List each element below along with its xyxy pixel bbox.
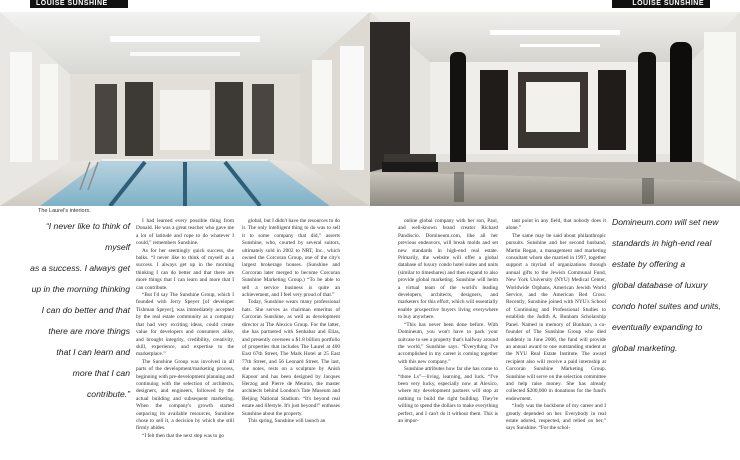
article-paragraph: Sunshine attributes how far she has come to “three Ls”—living, learning, and luck. “I've been very lucky, especially now at Alexico, where my development partners will stop at nothing to build the right building. They're willing to spend the dollars to make everything perfect, and I can't do it without them. This is an impor- [398,366,498,424]
pull-quote-line: up in the morning thinking [31,284,130,294]
pull-quote-line: there are more things [48,326,130,336]
pull-quote-line: more that I can contribute.” [72,368,130,399]
pull-quote-line: “I never like to think of myself [45,221,130,252]
pull-quote-left [30,216,130,405]
pull-quote-line: estate by offering a [612,259,686,269]
lobby-interior-photo [370,12,740,206]
article-paragraph: “This has never been done before. With Domineum, you won't have to pack your suitcase to see a property that's halfway around the world,” Sunshine says. “Everything I've accomplished in my career is coming together with this new company.” [398,321,498,365]
article-paragraph: The same may be said about philanthropic pursuits. Sunshine and her second husband, Martin Regan, a management and marketing consultant whom she married in 1997, together support a myriad of organizations through annual gifts to the Jewish Communal Fund, New York University (NYU) Medical Center, Worldwide Orphans, American Jewish World Service, and the American Red Cross. Recently, Sunshine joined with NYU's School of Continuing and Professional Studies to establish the Judith A. Bunham Scholarship Panel. Named in memory of Bunham, a co-founder of The Sunshine Group who died suddenly in June 2006, the fund will provide an annual award to one outstanding student at the NYU Real Estate Institute. The award recipient also will receive a paid internship at Corcoran Sunshine Marketing Group. Sunshine will serve on the selection committee and help raise money. She has already collected $200,000 in donations for the fund's endowment. [506,232,606,402]
pool-interior-photo [0,12,370,206]
article-paragraph: As for her seemingly quick success, she balks. “I never like to think of myself as a success. I always get up in the morning thinking I can do better and that there are more things that I can learn and more that I can contribute. [136,247,234,291]
header-tab-left: LOUISE SUNSHINE [30,0,128,8]
article-paragraph: I had learned every possible thing from Donald. He was a great teacher who gave me a lot of latitude and rope to do whatever I could,” remembers Sunshine. [136,218,234,247]
article-paragraph: This spring, Sunshine will launch an [248,417,326,424]
pull-quote-line: condo hotel suites and units, [612,301,721,311]
article-column-2 [242,218,340,460]
article-paragraph: online global company with her son, Paul, and well-known brand creator Richard Pandiscio. Domineum.com, like all her previous endeavors, will break molds and set new standards in high-end real estate. Primarily, the website will offer a global database of luxury condo hotel suites and units (similar to timeshares) and then expand to also provide global marketing. Sunshine will helm a virtual team of the world's leading developers, architects, designers, and marketers for this effort, which will essentially enable prospective buyers living everywhere to buy anywhere. [398,218,498,321]
article-paragraph: global, but I didn't have the resources to do it. The only intelligent thing to do was to sell it to some company that did,” asserts Sunshine, who, courted by several suitors, ultimately sold in 2002 to NRT, Inc., which owned the Corcoran Group, one of the city's largest brokerage houses. (Sunshine and Corcoran later merged to become Corcoran Sunshine Marketing Group.) “To be able to sell a service business is quite an achievement, and I feel very proud of that.” [242,218,340,299]
pull-quote-line: I can do better and that [41,305,130,315]
pull-quote-line: as a success. I always get [30,263,130,273]
pull-quote-right [612,212,734,359]
header-tab-right: LOUISE SUNSHINE [612,0,710,8]
pull-quote-line: standards in high-end real [612,238,712,248]
pull-quote-line: global database of luxury [612,280,708,290]
article-column-4 [506,218,606,460]
article-column-3 [398,218,498,460]
pull-quote-line: Domineum.com will set new [612,217,719,227]
article-paragraph: The Sunshine Group was involved in all parts of the development/marketing process, beginning with pre-development planning and continuing with the selection of architects, designers, and engineers, followed by the actual building and subsequent marketing. When the company's growth started outpacing its available resources, Sunshine chose to sell it, a decision by which she still firmly abides. [136,358,234,432]
pull-quote-line: that I can learn and [56,347,130,357]
article-paragraph: Today, Sunshine wears many professional hats. She serves as chairman emeritus of Corcoran Sunshine, as well as development director at The Alexico Group. For the latter, she has partnered with Senbabar and Elias, and presently oversees a $1.8 billion portfolio of properties that includes The Laurel at 400 East 67th Street, The Mark Hotel at 25 East 77th Street, and 56 Leonard Street. The last, she notes, rests on a sculpture by Anish Kapoor and has been designed by Jacques Herzog and Pierre de Meuron, the master architects behind London's Tate Museum and Beijing National Stadium. “It's beyond real estate and lifestyle. It's just beyond!” enthuses Sunshine about the property. [242,299,340,417]
article-paragraph: “But I'd say The Sunshine Group, which I founded with Jerry Speyer [of developer Tishman Speyer], was immediately accepted by the real estate community as a company that had very exciting ideas, could create value for developers and consumers alike, and brought integrity, credibility, creativity, skill, experience, and expertise to the marketplace.” [136,292,234,358]
photo-caption: The Laurel's interiors. [38,208,91,214]
article-paragraph: tant point in any field, that nobody does it alone.” [506,218,606,232]
pull-quote-line: eventually expanding to [612,322,703,332]
pull-quote-line: global marketing. [612,343,678,353]
article-paragraph: “I felt then that the next step was to go [142,432,224,439]
article-column-1 [136,218,234,460]
article-paragraph: “Judy was the backbone of my career and I greatly depended on her. Everybody in real estate adored, respected, and relied on her,” says Sunshine. “For the schol- [506,403,606,432]
